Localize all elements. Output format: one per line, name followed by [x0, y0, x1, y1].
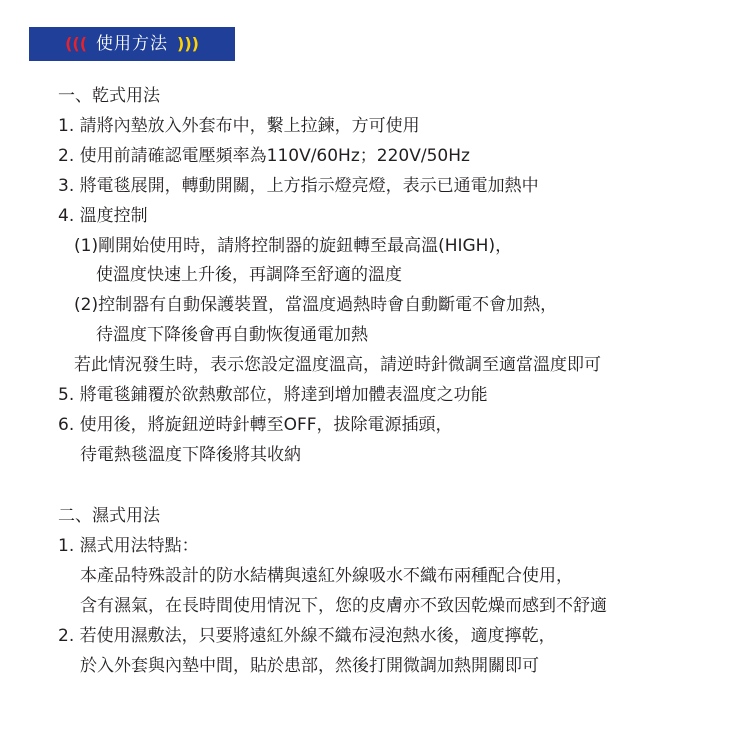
- instruction-subline: 於入外套與內墊中間，貼於患部，然後打開微調加熱開關即可: [80, 656, 539, 676]
- instruction-subline: 待電熱毯溫度下降後將其收納: [80, 445, 301, 465]
- section-heading-dry: 一、乾式用法: [58, 86, 160, 106]
- instruction-line: 1. 濕式用法特點：: [58, 536, 199, 556]
- instruction-line: 5. 將電毯鋪覆於欲熱敷部位，將達到增加體表溫度之功能: [58, 385, 488, 405]
- instruction-note: 若此情況發生時，表示您設定溫度溫高，請逆時針微調至適當溫度即可: [74, 355, 601, 375]
- sound-wave-right-icon: ))): [177, 34, 199, 53]
- section-title-banner: [29, 27, 235, 61]
- instruction-subline: 使溫度快速上升後，再調降至舒適的溫度: [96, 265, 402, 285]
- instruction-line: 4. 溫度控制: [58, 206, 148, 226]
- sound-wave-left-icon: (((: [65, 34, 87, 53]
- section-heading-wet: 二、濕式用法: [58, 506, 160, 526]
- instruction-subline: 待溫度下降後會再自動恢復通電加熱: [96, 325, 368, 345]
- instruction-line: 1. 請將內墊放入外套布中，繫上拉鍊，方可使用: [58, 116, 420, 136]
- instruction-line: 6. 使用後，將旋鈕逆時針轉至OFF，拔除電源插頭，: [58, 415, 453, 435]
- instruction-subline: 本產品特殊設計的防水結構與遠紅外線吸水不織布兩種配合使用，: [80, 566, 573, 586]
- instruction-line: 2. 使用前請確認電壓頻率為110V/60Hz；220V/50Hz: [58, 146, 470, 166]
- instruction-line: 2. 若使用濕敷法，只要將遠紅外線不織布浸泡熱水後，適度擰乾，: [58, 626, 556, 646]
- instruction-subline: (1)剛開始使用時，請將控制器的旋鈕轉至最高溫(HIGH)，: [74, 236, 513, 256]
- instruction-subline: (2)控制器有自動保護裝置，當溫度過熱時會自動斷電不會加熱，: [74, 295, 558, 315]
- instruction-line: 3. 將電毯展開，轉動開關，上方指示燈亮燈，表示已通電加熱中: [58, 176, 539, 196]
- instruction-subline: 含有濕氣，在長時間使用情況下，您的皮膚亦不致因乾燥而感到不舒適: [80, 596, 607, 616]
- section-title: 使用方法: [96, 34, 168, 54]
